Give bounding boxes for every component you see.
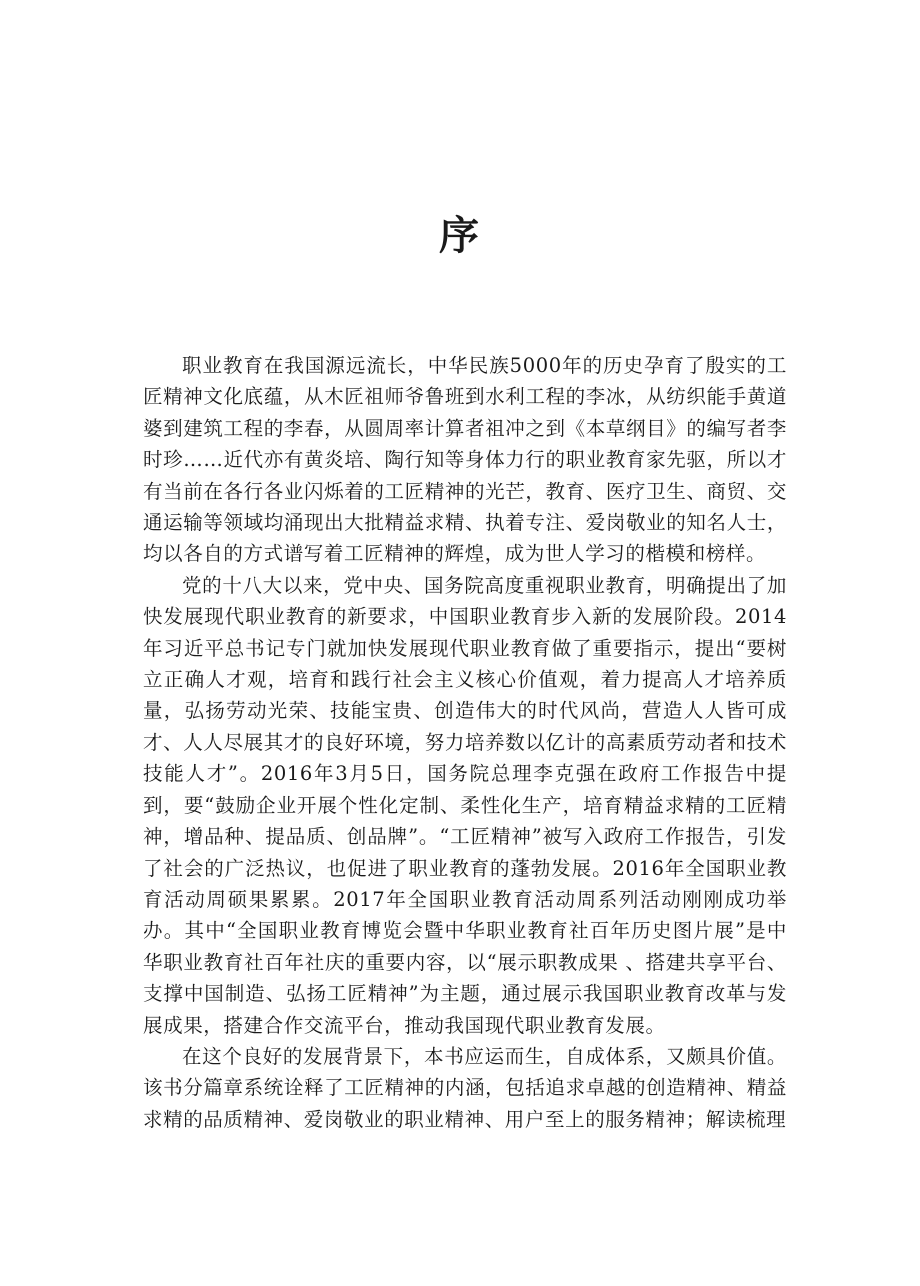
body-text — [143, 350, 787, 1135]
paragraph: 党的十八大以来，党中央、国务院高度重视职业教育，明确提出了加快发展现代职业教育的新要求，中国职业教育步入新的发展阶段。2014年习近平总书记专门就加快发展现代职业教育做了重要指示，提出“要树立正确人才观，培育和践行社会主义核心价值观，着力提高人才培养质量，弘扬劳动光荣、技能宝贵、创造伟大的时代风尚，营造人人皆可成才、人人尽展其才的良好环境，努力培养数以亿计的高素质劳动者和技术技能人才”。2016年3月5日，国务院总理李克强在政府工作报告中提到，要“鼓励企业开展个性化定制、柔性化生产，培育精益求精的工匠精神，增品种、提品质、创品牌”。“工匠精神”被写入政府工作报告，引发了社会的广泛热议，也促进了职业教育的蓬勃发展。2016年全国职业教育活动周硕果累累。2017年全国职业教育活动周系列活动刚刚成功举办。其中“全国职业教育博览会暨中华职业教育社百年历史图片展”是中华职业教育社百年社庆的重要内容，以“展示职教成果 、搭建共享平台、支撑中国制造、弘扬工匠精神”为主题，通过展示我国职业教育改革与发展成果，搭建合作交流平台，推动我国现代职业教育发展。 — [143, 573, 787, 1037]
paragraph: 职业教育在我国源远流长，中华民族5000年的历史孕育了殷实的工匠精神文化底蕴，从木匠祖师爷鲁班到水利工程的李冰，从纺织能手黄道婆到建筑工程的李春，从圆周率计算者祖冲之到《本草纲目》的编写者李时珍……近代亦有黄炎培、陶行知等身体力行的职业教育家先驱，所以才有当前在各行各业闪烁着的工匠精神的光芒，教育、医疗卫生、商贸、交通运输等领域均涌现出大批精益求精、执着专注、爱岗敬业的知名人士，均以各自的方式谱写着工匠精神的辉煌，成为世人学习的楷模和榜样。 — [143, 354, 787, 566]
paragraph: 在这个良好的发展背景下，本书应运而生，自成体系，又颇具价值。该书分篇章系统诠释了工匠精神的内涵，包括追求卓越的创造精神、精益求精的品质精神、爱岗敬业的职业精神、用户至上的服务精神；解读梳理 — [143, 1044, 787, 1131]
page-title: 序 — [439, 213, 481, 259]
